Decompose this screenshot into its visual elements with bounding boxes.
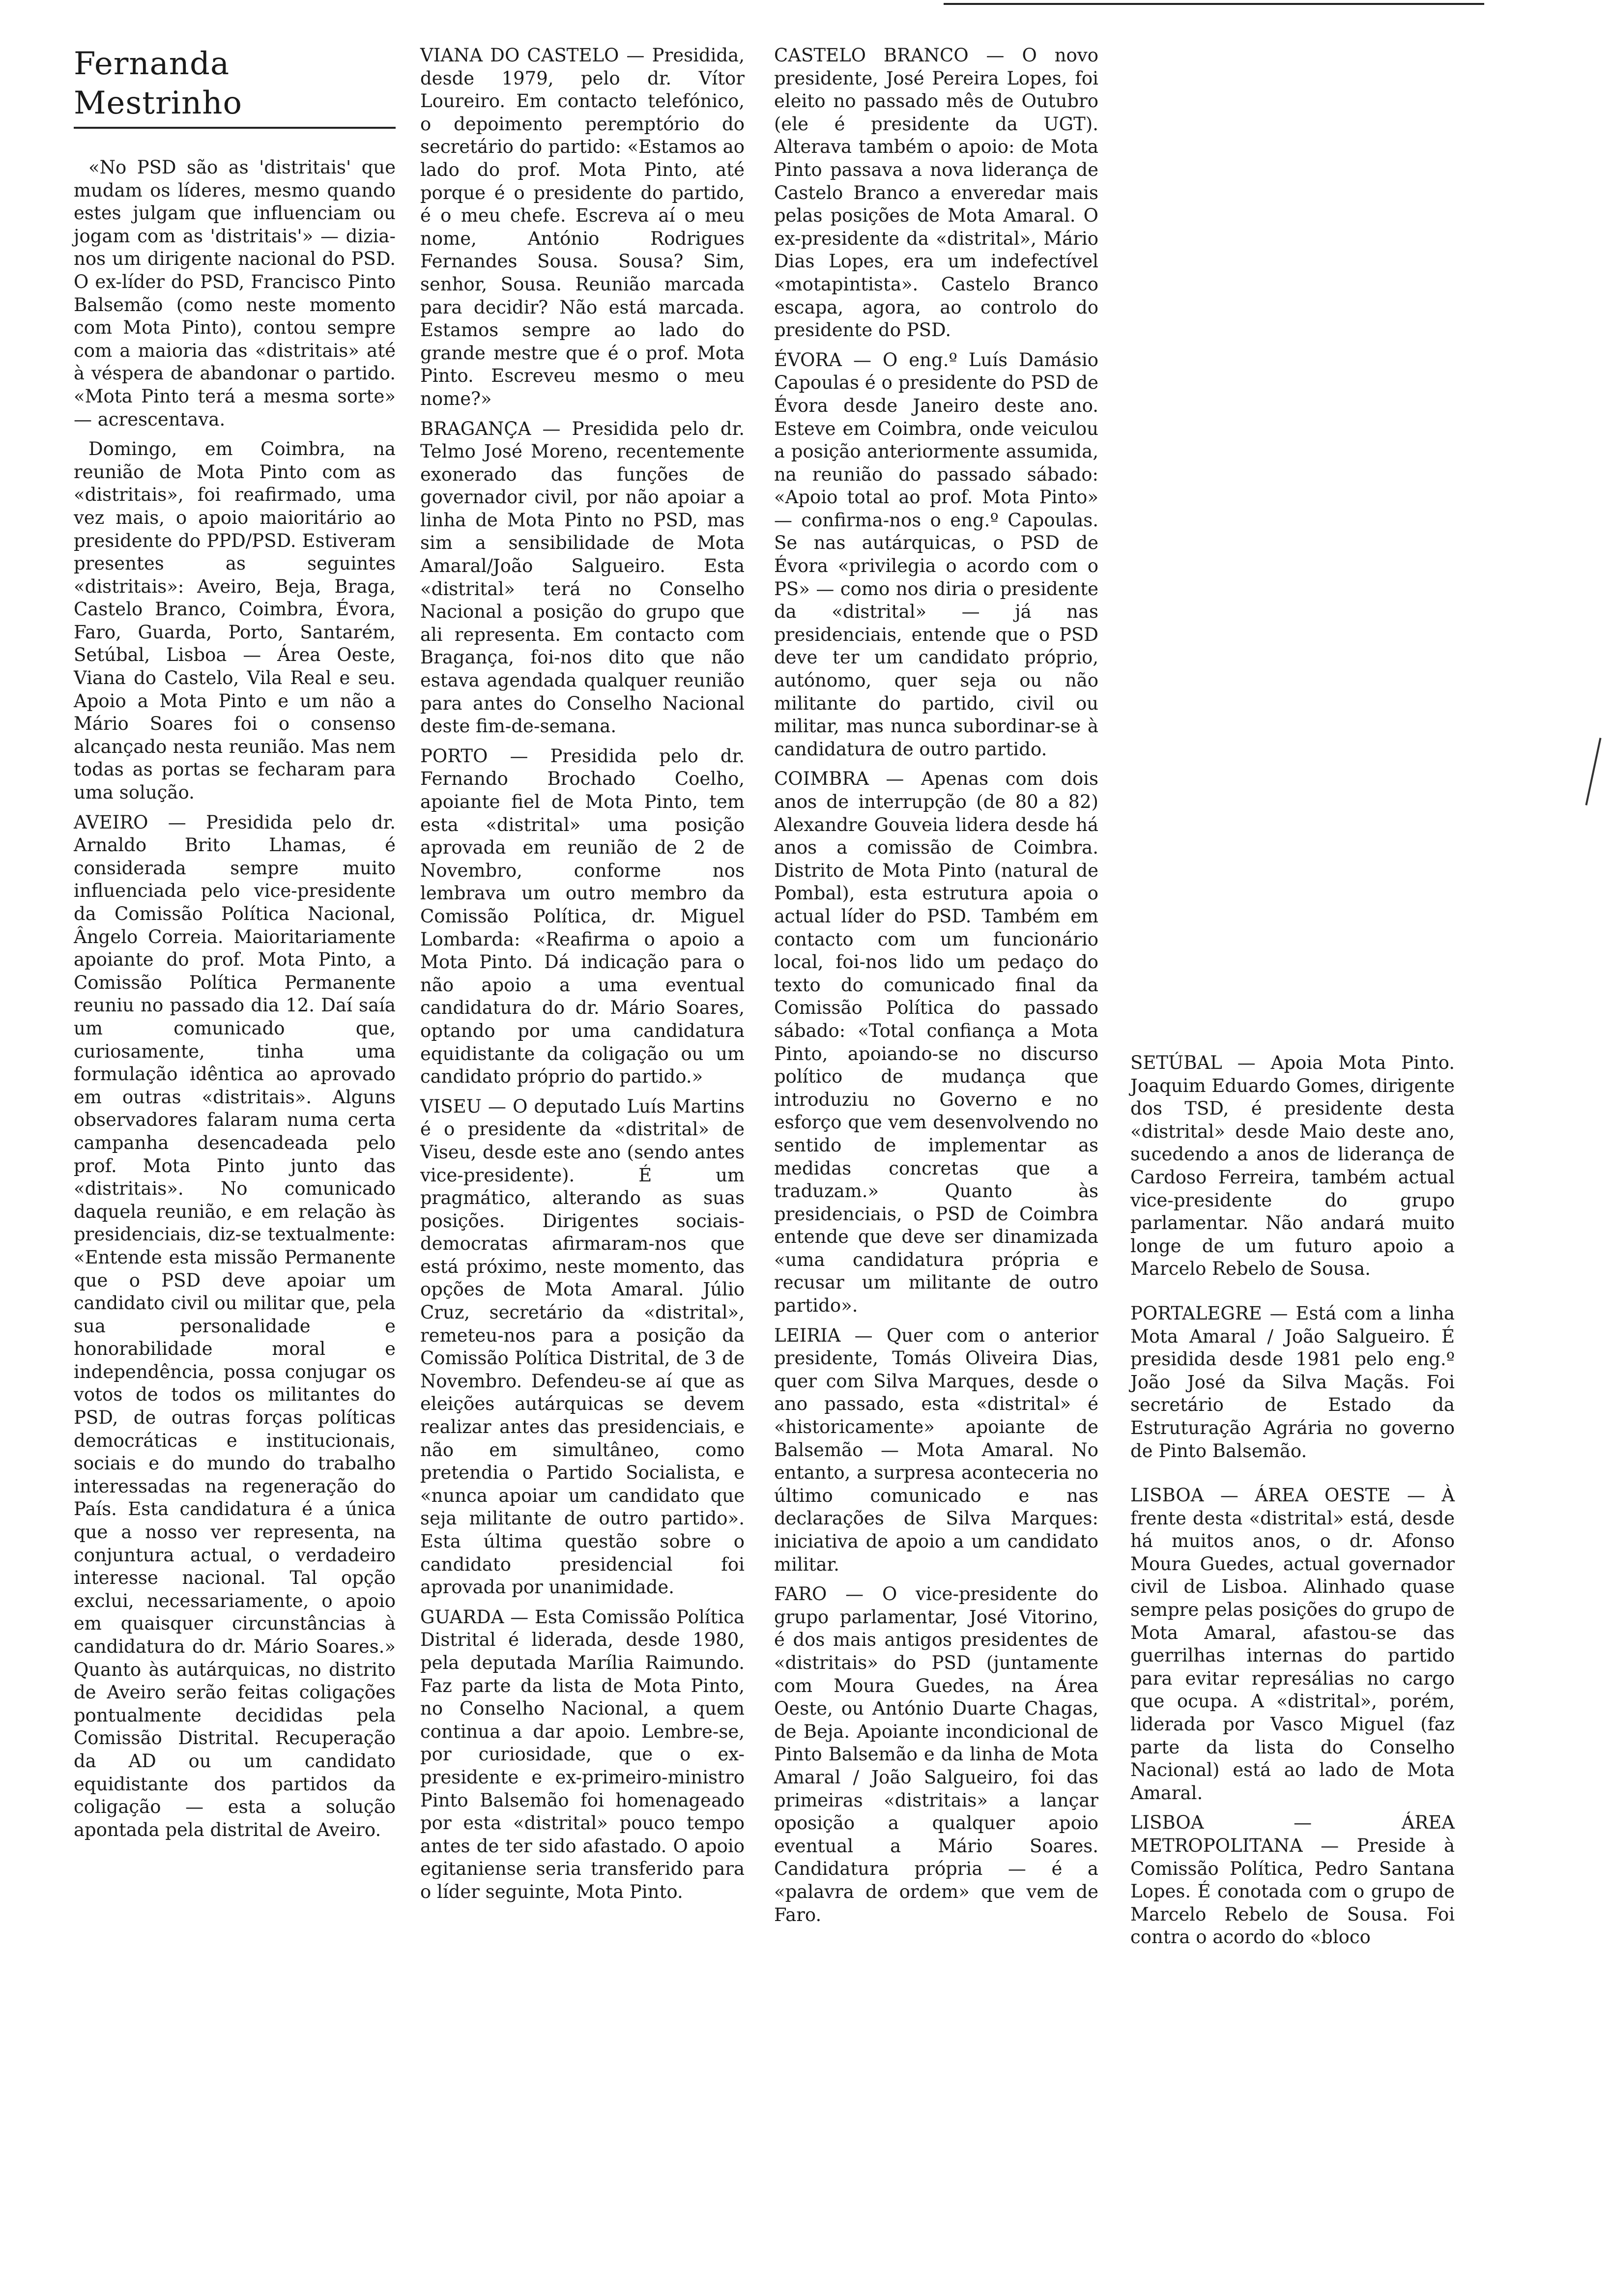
section-text: Apoia Mota Pinto. Joaquim Eduardo Gomes, dirigente dos TSD, é presidente desta «distrital» desde Maio deste ano, sucedendo a anos de liderança de Cardoso Ferreira, também actual vice-presidente do grupo parlamentar. Não andará muito longe de um futuro apoio a Marcelo Rebelo de Sousa. — [1130, 1052, 1455, 1280]
section-head: COIMBRA — — [774, 768, 904, 790]
section-text: Presidida pelo dr. Fernando Brochado Coelho, apoiante fiel de Mota Pinto, tem esta «distrital» uma posição aprovada em reunião de 2 de Novembro, conforme nos lembrava um outro membro da Comissão Política, dr. Miguel Lombarda: «Reafirma o apoio a Mota Pinto. Dá indicação para o não apoio a uma eventual candidatura do dr. Mário Soares, optando por uma candidatura equidistante da coligação ou um candidato próprio do partido.» — [420, 745, 745, 1088]
intro-paragraph-1: «No PSD são as 'distritais' que mudam os líderes, mesmo quando estes julgam que influenciam ou jogam com as 'distritais'» — dizia-nos um dirigente nacional do PSD. O ex-líder do PSD, Francisco Pinto Balsemão (como neste momento com Mota Pinto), contou sempre com a maioria das «distritais» até à véspera de abandonar o partido. «Mota Pinto terá a mesma sorte» — acrescentava. — [74, 157, 396, 430]
section-head: CASTELO BRANCO — — [774, 45, 1005, 66]
section-lisboa-metropolitana — [1130, 1811, 1455, 1949]
section-head: GUARDA — — [420, 1606, 529, 1628]
section-head: VISEU — — [420, 1095, 506, 1117]
section-evora — [774, 349, 1098, 761]
section-text: Presidida, desde 1979, pelo dr. Vítor Loureiro. Em contacto telefónico, o depoimento peremptório do secretário do partido: «Estamos ao lado do prof. Mota Pinto, até porque é o presidente do partido, é o meu chefe. Escreva aí o meu nome, António Rodrigues Fernandes Sousa. Sousa? Sim, senhor, Sousa. Reunião marcada para decidir? Não está marcada. Estamos sempre ao lado do grande mestre que é o prof. Mota Pinto. Escreveu mesmo o meu nome?» — [420, 45, 745, 409]
section-coimbra — [774, 768, 1098, 1317]
section-leiria — [774, 1324, 1098, 1577]
section-text: Preside à Comissão Política, Pedro Santana Lopes. É conotada com o grupo de Marcelo Rebelo de Sousa. Foi contra o acordo do «bloco — [1130, 1835, 1455, 1948]
section-text: Está com a linha Mota Amaral / João Salgueiro. É presidida desde 1981 pelo eng.º João José da Silva Maçãs. Foi secretário de Estado da Estruturação Agrária no governo de Pinto Balsemão. — [1130, 1302, 1455, 1462]
section-text: Esta Comissão Política Distrital é liderada, desde 1980, pela deputada Marília Raimundo. Faz parte da lista de Mota Pinto, no Conselho Nacional, a quem continua a dar apoio. Lembre-se, por curiosidade, que o ex-presidente e ex-primeiro-ministro Pinto Balsemão foi homenageado por esta «distrital» pouco tempo antes de ter sido afastado. O apoio egitaniense seria transferido para o líder seguinte, Mota Pinto. — [420, 1606, 745, 1902]
column-4 — [1130, 1052, 1455, 1956]
section-text: Apenas com dois anos de interrupção (de 80 a 82) Alexandre Gouveia lidera desde há anos a comissão de Coimbra. Distrito de Mota Pinto (natural de Pombal), esta estrutura apoia o actual líder do PSD. Também em contacto com um funcionário local, foi-nos lido um pedaço do texto do comunicado final da Comissão Política do passado sábado: «Total confiança a Mota Pinto, apoiando-se no discurso político de mudança que introduziu no Governo e no esforço que vem desenvolvendo no sentido de implementar as medidas concretas que a traduzam.» Quanto às presidenciais, o PSD de Coimbra entende que deve ser dinamizada «uma candidatura própria e recusar um militante de outro partido». — [774, 768, 1098, 1317]
section-head: AVEIRO — — [74, 811, 186, 833]
section-head: BRAGANÇA — — [420, 418, 561, 439]
section-text: Quer com o anterior presidente, Tomás Oliveira Dias, quer com Silva Marques, desde o ano passado, esta «distrital» é «historicamente» apoiante de Balsemão — Mota Amaral. No entanto, a surpresa aconteceria no último comunicado e nas declarações de Silva Marques: iniciativa de apoio a um candidato militar. — [774, 1324, 1099, 1575]
section-head: LISBOA — ÁREA OESTE — — [1130, 1485, 1425, 1506]
section-text: Presidida pelo dr. Arnaldo Brito Lhamas, é considerada sempre muito influenciada pelo vice-presidente da Comissão Política Nacional, Ângelo Correia. Maioritariamente apoiante do prof. Mota Pinto, a Comissão Política Permanente reuniu no passado dia 12. Daí saía um comunicado que, curiosamente, tinha uma formulação idêntica ao aprovado em outras «distritais». Alguns observadores falaram numa certa campanha desencadeada pelo prof. Mota Pinto junto das «distritais». No comunicado daquela reunião, e em relação às presidenciais, diz-se textualmente: «Entende esta missão Permanente que o PSD deve apoiar um candidato civil ou militar que, pela sua personalidade e honorabilidade moral e independência, possa conjugar os votos de todos os militantes do PSD, de outras forças políticas democráticas e institucionais, sociais e do mundo do trabalho interessadas na regeneração do País. Esta candidatura é a única que a nosso ver representa, na conjuntura actual, o verdadeiro interesse nacional. Tal opção exclui, necessariamente, o apoio em quaisquer circunstâncias à candidatura do dr. Mário Soares.» Quanto às autárquicas, no distrito de Aveiro serão feitas coligações pontualmente decididas pela Comissão Distrital. Recuperação da AD ou um candidato equidistante dos partidos da coligação — esta a solução apontada pela distrital de Aveiro. — [74, 811, 396, 1840]
margin-pen-mark — [1585, 738, 1601, 805]
section-portalegre — [1130, 1302, 1455, 1463]
section-head: PORTO — — [420, 745, 528, 767]
section-head: LISBOA — ÁREA METROPOLITANA — — [1130, 1812, 1455, 1856]
byline-rule — [74, 127, 396, 129]
section-text: Presidida pelo dr. Telmo José Moreno, recentemente exonerado das funções de governador civil, por não apoiar a linha de Mota Pinto no PSD, mas sim a sensibilidade de Mota Amaral/João Salgueiro. Esta «distrital» terá no Conselho Nacional a posição do grupo que ali representa. Em contacto com Bragança, foi-nos dito que não estava agendada qualquer reunião para antes do Conselho Nacional deste fim-de-semana. — [420, 418, 745, 737]
spacer — [1130, 1288, 1455, 1302]
section-text: O vice-presidente do grupo parlamentar, José Vitorino, é dos mais antigos presidentes de «distritais» do PSD (juntamente com Moura Guedes, na Área Oeste, ou António Duarte Chagas, de Beja. Apoiante incondicional de Pinto Balsemão e da linha de Mota Amaral / João Salgueiro, foi das primeiras «distritais» a lançar oposição a qualquer apoio eventual a Mário Soares. Candidatura própria — é a «palavra de ordem» que vem de Faro. — [774, 1583, 1098, 1925]
section-faro — [774, 1583, 1098, 1926]
top-rule — [944, 3, 1484, 5]
section-aveiro — [74, 811, 396, 1842]
section-viseu — [420, 1095, 745, 1599]
section-lisboa-oeste — [1130, 1484, 1455, 1805]
section-porto — [420, 745, 745, 1089]
section-text: O novo presidente, José Pereira Lopes, foi eleito no passado mês de Outubro (ele é presidente da UGT). Alterava também o apoio: de Mota Pinto passava a nova liderança de Castelo Branco a enveredar mais pelas posições de Mota Amaral. O ex-presidente da «distrital», Mário Dias Lopes, era um indefectível «motapintista». Castelo Branco escapa, agora, ao controlo do presidente do PSD. — [774, 45, 1098, 341]
section-guarda — [420, 1606, 745, 1904]
section-viana — [420, 44, 745, 411]
section-text: O deputado Luís Martins é o presidente da «distrital» de Viseu, desde este ano (sendo antes vice-presidente). É um pragmático, alterando as suas posições. Dirigentes sociais-democratas afirmaram-nos que está próximo, neste momento, das opções de Mota Amaral. Júlio Cruz, secretário da «distrital», remeteu-nos para a posição da Comissão Política Distrital, de 3 de Novembro. Defendeu-se aí que as eleições autárquicas se devem realizar antes das presidenciais, e não em simultâneo, como pretendia o Partido Socialista, e «nunca apoiar um candidato que seja militante de outro partido». Esta última questão sobre o candidato presidencial foi aprovada por unanimidade. — [420, 1095, 745, 1598]
byline: Fernanda Mestrinho — [74, 46, 242, 121]
section-castelo-branco — [774, 44, 1098, 342]
column-3 — [774, 44, 1098, 1933]
section-text: À frente desta «distrital» está, desde há muitos anos, o dr. Afonso Moura Guedes, actual governador civil de Lisboa. Alinhado quase sempre pelas posições do grupo de Mota Amaral, afastou-se das guerrilhas internas do partido para evitar represálias no cargo que ocupa. A «distrital», porém, liderada por Vasco Miguel (faz parte da lista do Conselho Nacional) está ao lado de Mota Amaral. — [1130, 1485, 1455, 1804]
section-head: FARO — — [774, 1583, 864, 1605]
column-2 — [420, 44, 745, 1911]
section-head: VIANA DO CASTELO — — [420, 45, 645, 66]
section-head: LEIRIA — — [774, 1324, 873, 1346]
section-braganca — [420, 418, 745, 738]
section-head: SETÚBAL — — [1130, 1052, 1256, 1073]
spacer — [1130, 1469, 1455, 1484]
section-head: PORTALEGRE — — [1130, 1302, 1288, 1324]
column-1 — [74, 44, 396, 1848]
intro-paragraph-2: Domingo, em Coimbra, na reunião de Mota Pinto com as «distritais», foi reafirmado, uma vez mais, o apoio maioritário ao presidente do PPD/PSD. Estiveram presentes as seguintes «distritais»: Aveiro, Beja, Braga, Castelo Branco, Coimbra, Évora, Faro, Guarda, Porto, Santarém, Setúbal, Lisboa — Área Oeste, Viana do Castelo, Vila Real e seu. Apoio a Mota Pinto e um não a Mário Soares foi o consenso alcançado nesta reunião. Mas nem todas as portas se fecharam para uma solução. — [74, 438, 396, 804]
section-setubal — [1130, 1052, 1455, 1281]
section-text: O eng.º Luís Damásio Capoulas é o presidente do PSD de Évora desde Janeiro deste ano. Esteve em Coimbra, onde veiculou a posição anteriormente assumida, na reunião do passado sábado: «Apoio total ao prof. Mota Pinto» — confirma-nos o eng.º Capoulas. Se nas autárquicas, o PSD de Évora «privilegia o acordo com o PS» — como nos diria o presidente da «distrital» — já nas presidenciais, entende que o PSD deve ter um candidato próprio, autónomo, quer seja ou não militante do partido, civil ou militar, mas nunca subordinar-se à candidatura de outro partido. — [774, 349, 1098, 760]
section-head: ÉVORA — — [774, 349, 871, 371]
